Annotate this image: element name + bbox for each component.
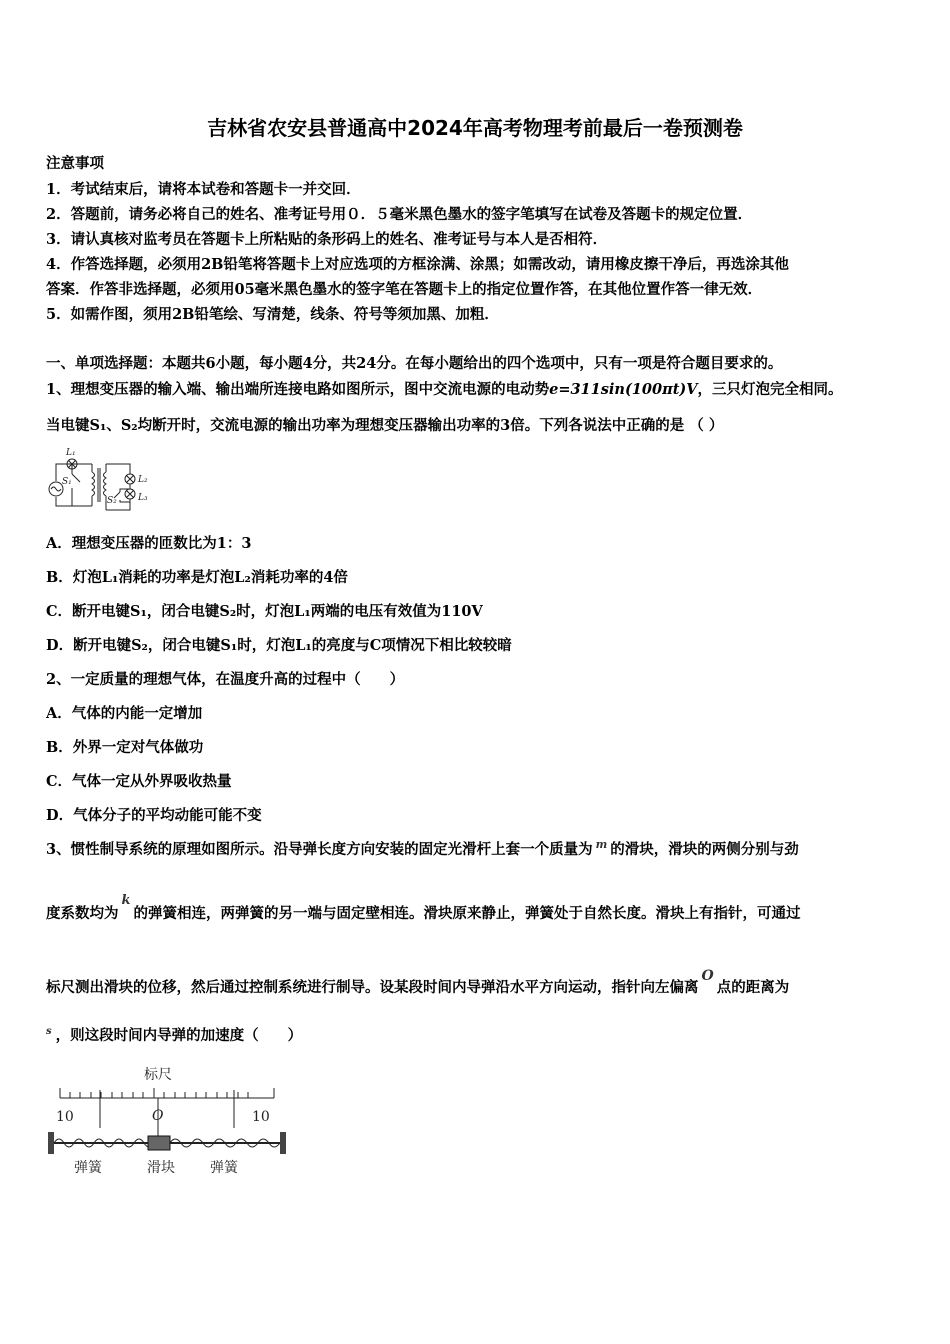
q3-stem-line-4	[46, 1024, 302, 1045]
q3-text-1b: 的滑块，滑块的两侧分别与劲	[610, 841, 799, 858]
q2-option-b: B．外界一定对气体做功	[46, 739, 204, 756]
q1-stem-line-1	[46, 378, 843, 399]
q1-option-a: A．理想变压器的匝数比为1：3	[46, 535, 252, 552]
label-right-10: 10	[252, 1109, 270, 1125]
notice-item-1: 1．考试结束后，请将本试卷和答题卡一并交回．	[46, 181, 361, 198]
label-l2: L₂	[138, 475, 148, 485]
scale-ticks	[60, 1088, 274, 1136]
q3-text-1a: 3、惯性制导系统的原理如图所示。沿导弹长度方向安装的固定光滑杆上套一个质量为	[46, 841, 593, 858]
q3-stem-line-2	[46, 893, 801, 923]
label-left-10: 10	[56, 1109, 74, 1125]
q3-stem-line-3	[46, 968, 790, 997]
label-s1: S₁	[62, 477, 72, 487]
symbol-s: s	[46, 1026, 52, 1037]
q1-stem-text-b: ，三只灯泡完全相同。	[697, 381, 843, 398]
wall-left	[48, 1132, 54, 1154]
label-l1: L₁	[66, 448, 76, 458]
notice-heading: 注意事项	[46, 155, 104, 172]
transformer-circuit-figure	[44, 444, 164, 516]
q3-text-3a: 标尺测出滑块的位移，然后通过控制系统进行制导。设某段时间内导弹沿水平方向运动，指针向左偏离	[46, 979, 699, 996]
q2-option-a: A．气体的内能一定增加	[46, 705, 203, 722]
q1-stem-text-a: 1、理想变压器的输入端、输出端所连接电路如图所示，图中交流电源的电动势	[46, 381, 550, 398]
notice-item-4: 4．作答选择题，必须用2B铅笔将答题卡上对应选项的方框涂满、涂黑；如需改动，请用橡皮擦干净后，再选涂其他	[46, 256, 789, 273]
label-spring-left: 弹簧	[74, 1160, 102, 1176]
notice-item-5: 5．如需作图，须用2B铅笔绘、写清楚，线条、符号等须加黑、加粗．	[46, 306, 499, 323]
section-heading: 一、单项选择题：本题共6小题，每小题4分，共24分。在每小题给出的四个选项中，只有一项是符合题目要求的。	[46, 355, 783, 372]
wall-right	[280, 1132, 286, 1154]
notice-item-2: 2．答题前，请务必将自己的姓名、准考证号用０．５毫米黑色墨水的签字笔填写在试卷及答题卡的规定位置．	[46, 206, 753, 223]
label-origin: O	[152, 1108, 164, 1124]
slider-block	[148, 1136, 170, 1150]
page-title: 吉林省农安县普通高中2024年高考物理考前最后一卷预测卷	[207, 116, 743, 140]
circuit-diagram	[44, 444, 164, 516]
label-scale: 标尺	[144, 1067, 172, 1083]
q1-option-c: C．断开电键S₁，闭合电键S₂时，灯泡L₁两端的电压有效值为110V	[46, 603, 483, 620]
q3-text-4: ，则这段时间内导弹的加速度（ ）	[55, 1027, 303, 1044]
q3-text-2b: 的弹簧相连，两弹簧的另一端与固定壁相连。滑块原来静止，弹簧处于自然长度。滑块上有指针，可通过	[133, 905, 801, 922]
notice-item-4-cont: 答案．作答非选择题，必须用05毫米黑色墨水的签字笔在答题卡上的指定位置作答，在其他位置作答一律无效．	[46, 281, 763, 298]
q2-stem: 2、一定质量的理想气体，在温度升高的过程中（ ）	[46, 671, 405, 688]
symbol-o: O	[701, 968, 714, 984]
symbol-m: m	[595, 838, 608, 851]
q2-option-c: C．气体一定从外界吸收热量	[46, 773, 232, 790]
label-spring-right: 弹簧	[210, 1160, 238, 1176]
label-l3: L₃	[138, 493, 148, 503]
q1-option-d: D．断开电键S₂，闭合电键S₁时，灯泡L₁的亮度与C项情况下相比较较暗	[46, 637, 512, 654]
q3-text-3b: 点的距离为	[716, 979, 790, 996]
q1-emf-formula: e=311sin(100πt)V	[549, 381, 698, 398]
symbol-k: k	[121, 893, 131, 908]
q3-text-2a: 度系数均为	[46, 905, 119, 922]
inertial-guidance-figure	[44, 1062, 294, 1180]
label-slider: 滑块	[147, 1160, 175, 1176]
label-s2: S₂	[107, 496, 117, 506]
q1-option-b: B．灯泡L₁消耗的功率是灯泡L₂消耗功率的4倍	[46, 569, 348, 586]
q3-stem-line-1	[46, 838, 799, 859]
guidance-diagram	[44, 1062, 294, 1180]
q1-stem-line-2: 当电键S₁、S₂均断开时，交流电源的输出功率为理想变压器输出功率的3倍。下列各说法中正确的是 （ ）	[46, 417, 724, 434]
q2-option-d: D．气体分子的平均动能可能不变	[46, 807, 262, 824]
notice-item-3: 3．请认真核对监考员在答题卡上所粘贴的条形码上的姓名、准考证号与本人是否相符．	[46, 231, 608, 248]
